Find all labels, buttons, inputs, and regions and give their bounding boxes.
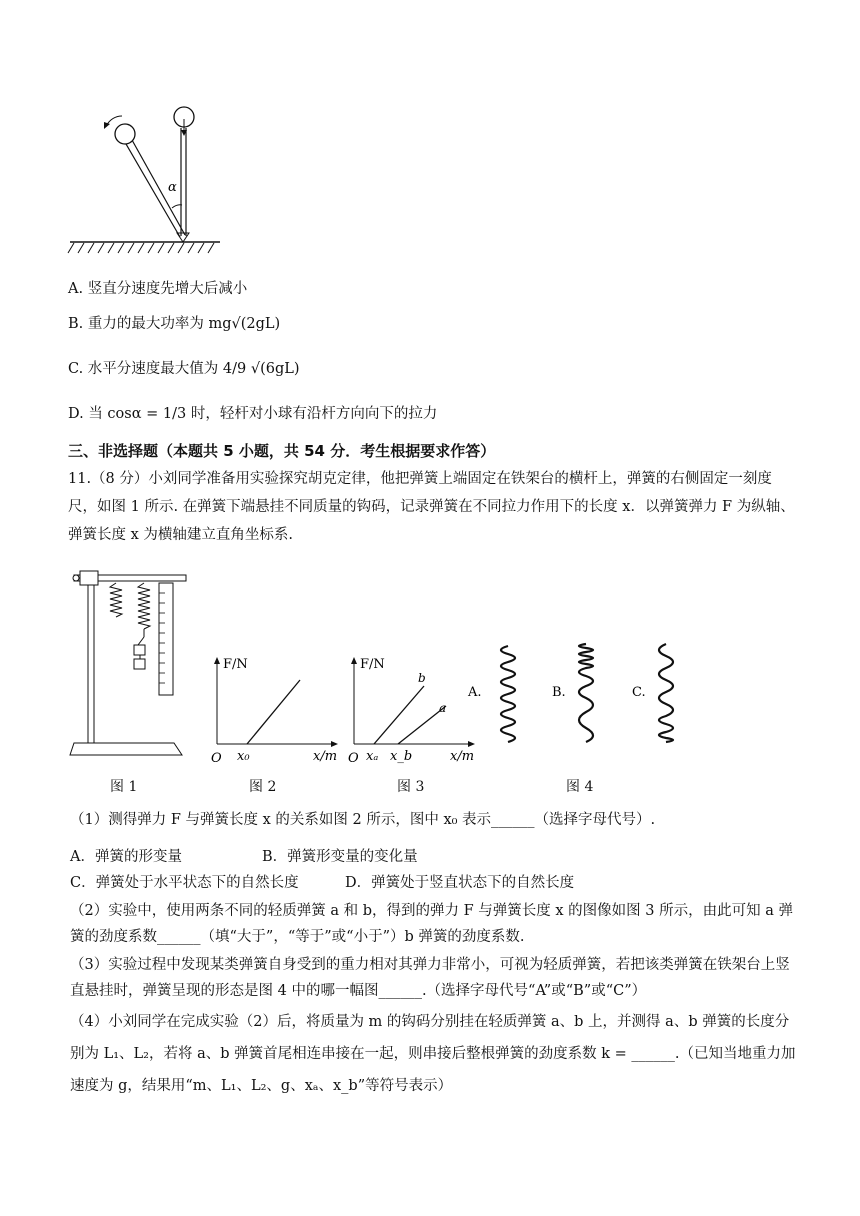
figure-1-iron-stand	[64, 565, 194, 765]
pendulum-figure	[60, 100, 230, 260]
fig3-origin: O	[348, 751, 359, 766]
q11-part-2: （2）实验中，使用两条不同的轻质弹簧 a 和 b，得到的弹力 F 与弹簧长度 x 的图像如图 3 所示，由此可知 a 弹簧的劲度系数______（填“大于”，“等于”或“小于”）b 弹簧的劲度系数.	[70, 903, 793, 945]
caption-fig-2: 图 2	[249, 779, 277, 795]
q11-part-4: （4）小刘同学在完成实验（2）后，将质量为 m 的钩码分别挂在轻质弹簧 a、b 上，并测得 a、b 弹簧的长度分别为 L₁、L₂，若将 a、b 弹簧首尾相连串接在一起，则串接后整根弹簧的劲度系数 k = ______.（已知当地重力加速度为 g，结果用“m、L₁、L₂、g、xₐ、x_b”等符号表示）	[70, 1014, 796, 1094]
angle-label: α	[168, 180, 177, 195]
fig4-label-c: C.	[632, 685, 646, 700]
fig3-xb-label: x_b	[390, 749, 413, 764]
q10-option-d: D. 当 cosα = 1/3 时，轻杆对小球有沿杆方向向下的拉力	[68, 406, 438, 422]
figure-4-springs	[460, 636, 710, 751]
fig3-b-label: b	[418, 671, 426, 685]
q11-1-option-a: A．弹簧的形变量	[70, 849, 182, 865]
figure-2-graph	[205, 650, 345, 768]
fig2-x-axis-label: x/m	[313, 749, 338, 764]
caption-fig-1: 图 1	[110, 779, 138, 795]
q10-option-b: B. 重力的最大功率为 mg√(2gL)	[68, 316, 281, 332]
fig2-origin: O	[211, 751, 222, 766]
q10-option-c: C. 水平分速度最大值为 4/9 √(6gL)	[68, 361, 300, 377]
q11-part-1: （1）测得弹力 F 与弹簧长度 x 的关系如图 2 所示，图中 x₀ 表示______（选择字母代号）.	[70, 812, 656, 828]
caption-fig-4: 图 4	[566, 779, 594, 795]
q11-1-option-c: C．弹簧处于水平状态下的自然长度	[70, 875, 299, 891]
q11-1-option-b: B．弹簧形变量的变化量	[262, 849, 418, 865]
fig2-x0-label: x₀	[237, 749, 250, 764]
caption-fig-3: 图 3	[397, 779, 425, 795]
q10-option-a: A. 竖直分速度先增大后减小	[68, 281, 248, 297]
fig3-xa-label: xₐ	[366, 749, 379, 764]
fig3-a-label: a	[439, 701, 447, 715]
fig4-label-b: B.	[552, 685, 566, 700]
fig3-x-axis-label: x/m	[450, 749, 475, 764]
q11-part-3: （3）实验过程中发现某类弹簧自身受到的重力相对其弹力非常小，可视为轻质弹簧，若把该类弹簧在铁架台上竖直悬挂时，弹簧呈现的形态是图 4 中的哪一幅图______.（选择字母代号“A”或“B”或“C”）	[70, 957, 790, 999]
fig4-label-a: A.	[468, 685, 482, 700]
fig2-y-axis-label: F/N	[223, 657, 248, 672]
fig3-y-axis-label: F/N	[360, 657, 385, 672]
q11-1-option-d: D．弹簧处于竖直状态下的自然长度	[345, 875, 575, 891]
q11-intro: 11.（8 分）小刘同学准备用实验探究胡克定律，他把弹簧上端固定在铁架台的横杆上，弹簧的右侧固定一刻度尺，如图 1 所示. 在弹簧下端悬挂不同质量的钩码，记录弹簧在不同拉力作用下的长度 x．以弹簧弹力 F 为纵轴、弹簧长度 x 为横轴建立直角坐标系.	[68, 471, 795, 543]
section-title: 三、非选择题（本题共 5 小题，共 54 分．考生根据要求作答）	[68, 442, 496, 460]
fig3-line-b	[374, 686, 424, 744]
